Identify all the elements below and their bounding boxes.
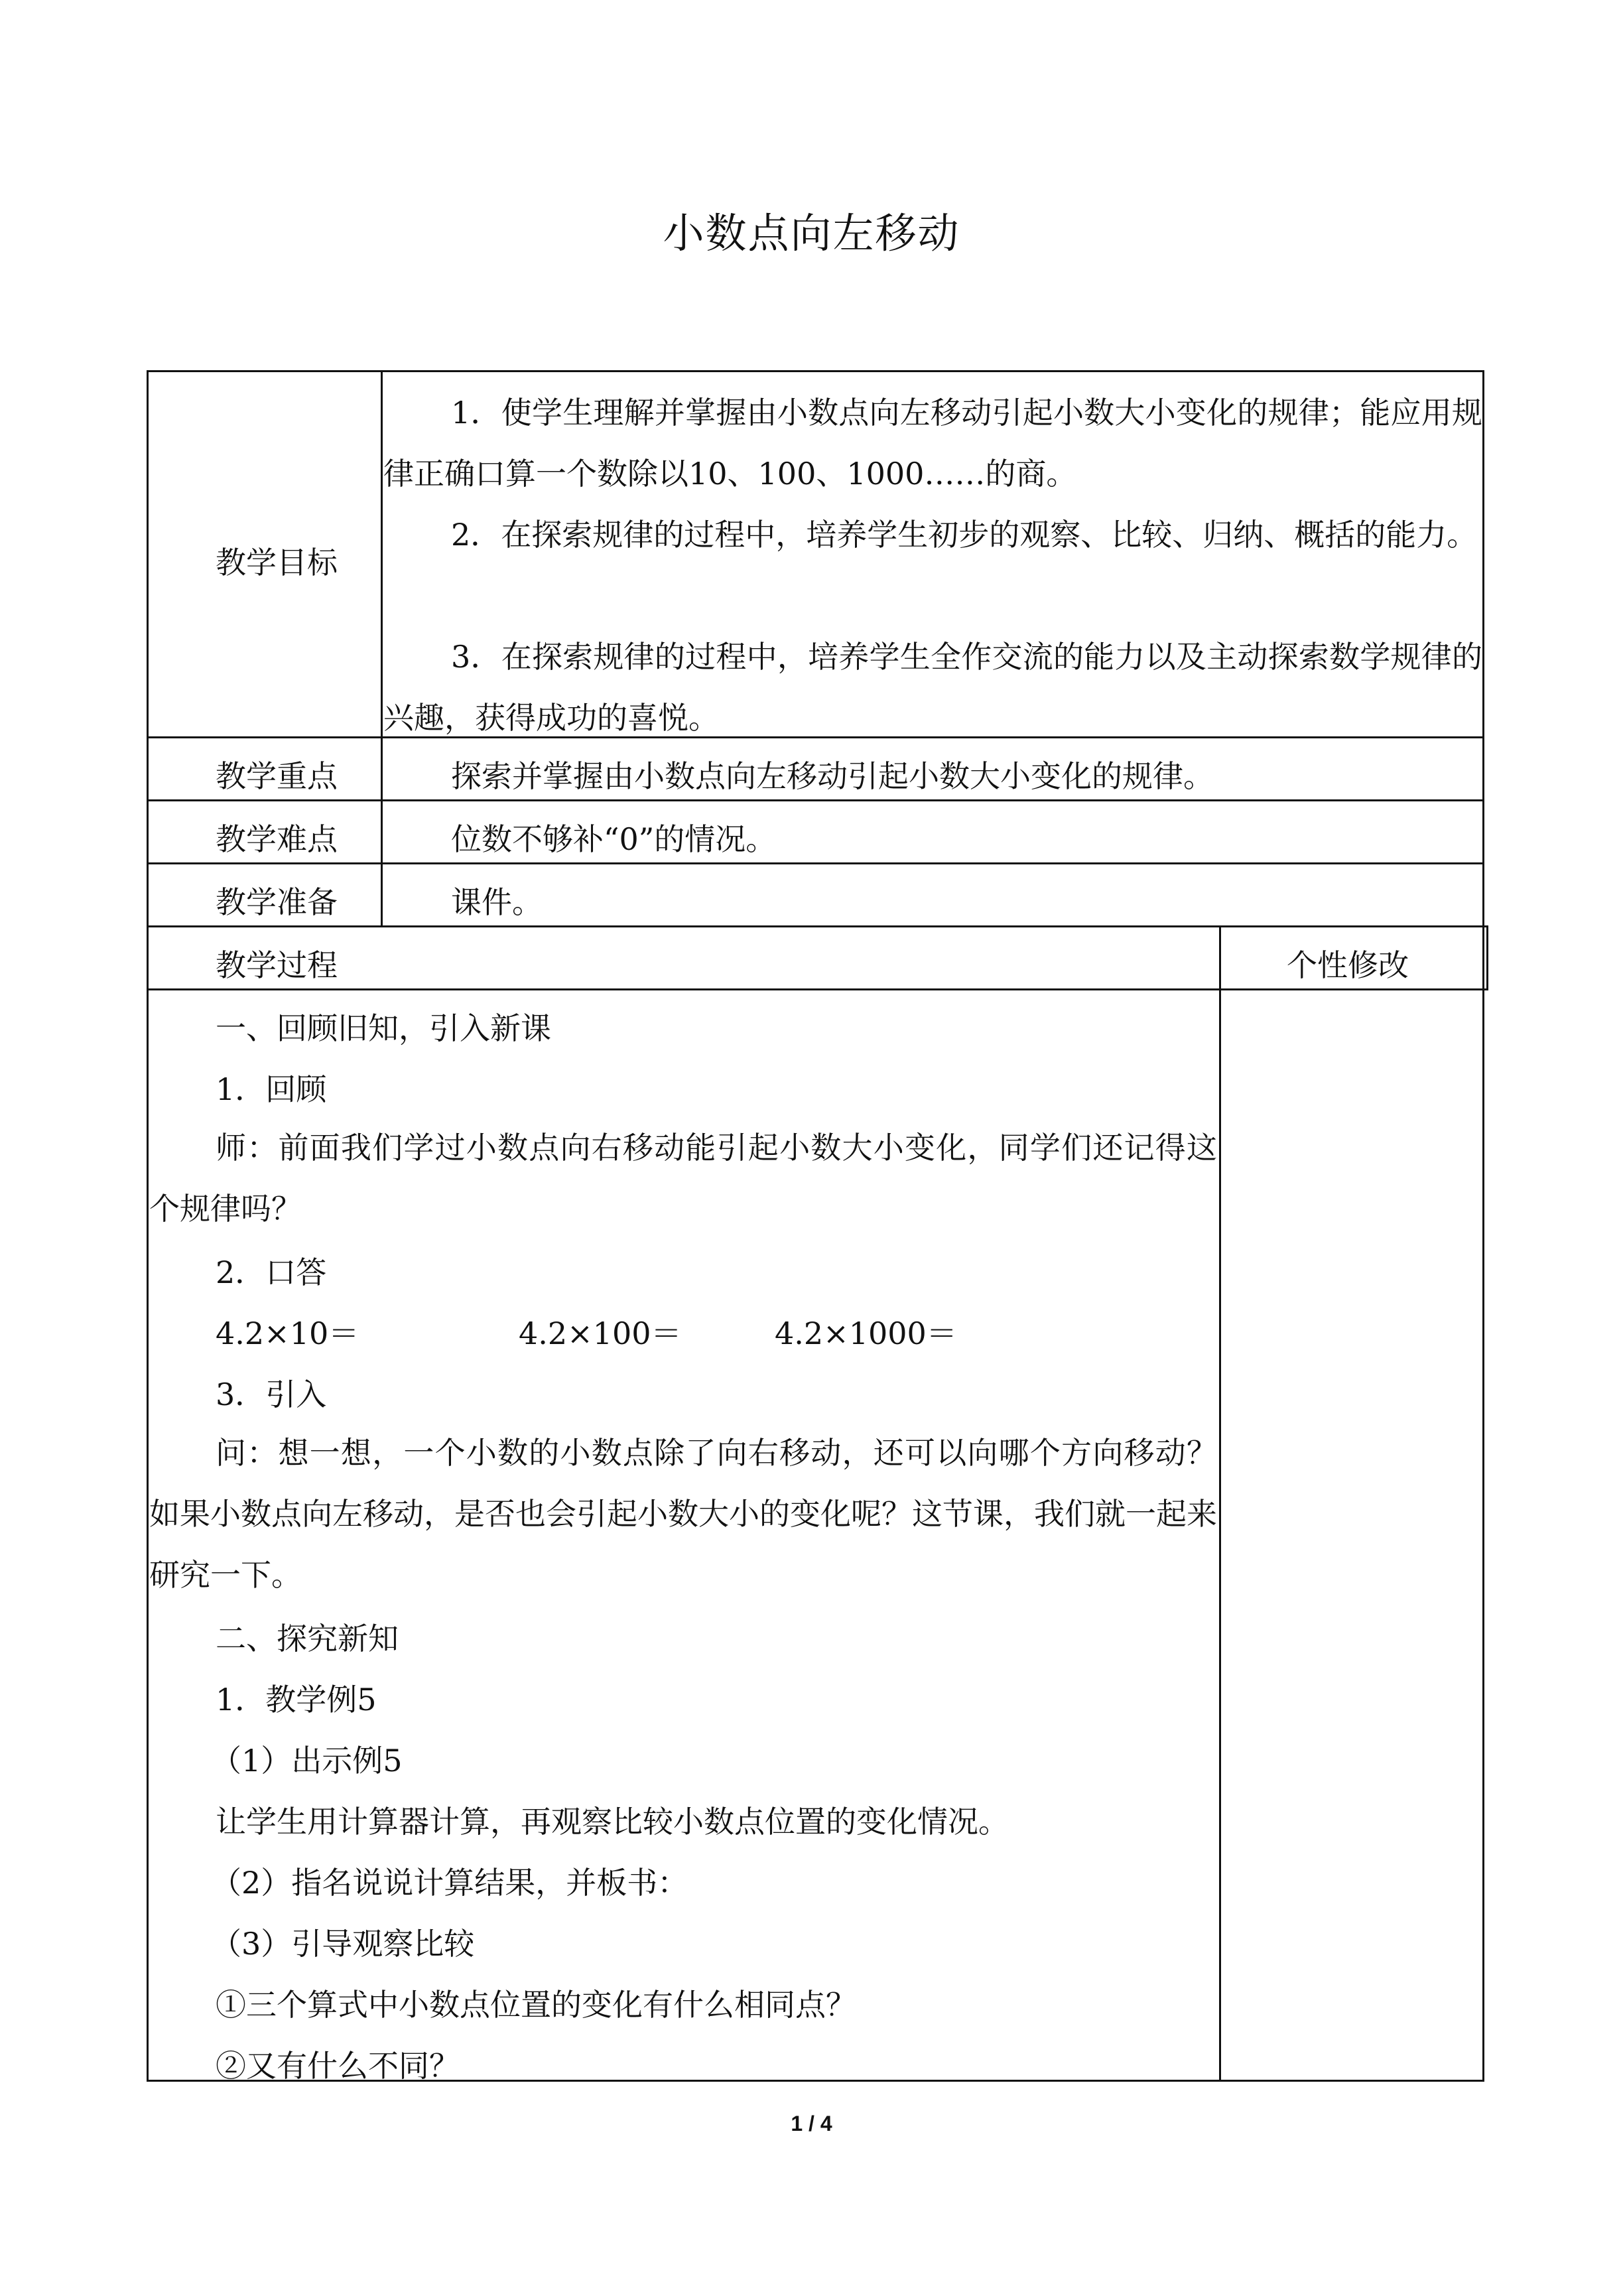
paragraph: 问：想一想，一个小数的小数点除了向右移动，还可以向哪个方向移动？如果小数点向左移动，是否也会引起小数大小的变化呢？这节课，我们就一起来研究一下。 (149, 1435, 1217, 1593)
list-item: （2）指名说说计算结果，并板书： (211, 1865, 688, 1901)
section-heading: 一、回顾旧知，引入新课 (216, 1010, 551, 1046)
page-title: 小数点向左移动 (663, 209, 960, 257)
paragraph: 师：前面我们学过小数点向右移动能引起小数大小变化，同学们还记得这个规律吗？ (149, 1130, 1217, 1227)
list-item: ②又有什么不同？ (216, 2048, 460, 2084)
objectives-label: 教学目标 (216, 545, 338, 580)
equation: 4.2×10＝ (216, 1316, 359, 1351)
list-item: 2．口答 (216, 1254, 327, 1290)
table-side-column-divider (1219, 925, 1221, 2082)
list-item: （3）引导观察比较 (211, 1926, 475, 1962)
list-item: 3．引入 (216, 1377, 327, 1412)
process-header: 教学过程 (216, 947, 338, 983)
table-divider-preparation (147, 925, 1487, 927)
table-divider-key-point (147, 799, 1484, 801)
equation: 4.2×1000＝ (775, 1316, 957, 1351)
list-item: （1）出示例5 (211, 1743, 403, 1779)
list-item: 1．教学例5 (216, 1682, 377, 1718)
list-item: ①三个算式中小数点位置的变化有什么相同点？ (216, 1987, 856, 2023)
table-border-top (147, 370, 1484, 372)
preparation-value: 课件。 (451, 884, 543, 920)
table-border-right-lower (1482, 925, 1484, 2082)
key-point-label: 教学重点 (216, 758, 338, 794)
list-item: 1．回顾 (216, 1071, 327, 1107)
page-number: 1 / 4 (791, 2112, 832, 2135)
preparation-label: 教学准备 (216, 884, 338, 920)
equation: 4.2×100＝ (519, 1316, 682, 1351)
section-heading: 二、探究新知 (216, 1621, 399, 1656)
table-divider-process-header (147, 988, 1487, 990)
key-point-value: 探索并掌握由小数点向左移动引起小数大小变化的规律。 (451, 758, 1214, 794)
personal-revision-header: 个性修改 (1287, 947, 1409, 983)
table-border-left (147, 370, 149, 2082)
table-label-column-divider (381, 370, 383, 927)
list-item: 让学生用计算器计算，再观察比较小数点位置的变化情况。 (216, 1804, 1009, 1840)
difficulty-label: 教学难点 (216, 821, 338, 857)
objective-paragraph: 3．在探索规律的过程中，培养学生全作交流的能力以及主动探索数学规律的兴趣，获得成功的喜悦。 (383, 639, 1482, 736)
table-header-right-tick (1486, 925, 1488, 990)
objective-paragraph: 2．在探索规律的过程中，培养学生初步的观察、比较、归纳、概括的能力。 (451, 517, 1478, 553)
table-border-right-upper (1482, 370, 1484, 927)
objective-paragraph: 1．使学生理解并掌握由小数点向左移动引起小数大小变化的规律；能应用规律正确口算一个数除以10、100、1000……的商。 (383, 395, 1482, 492)
difficulty-value: 位数不够补“0”的情况。 (451, 821, 777, 857)
table-divider-difficulty (147, 862, 1484, 864)
